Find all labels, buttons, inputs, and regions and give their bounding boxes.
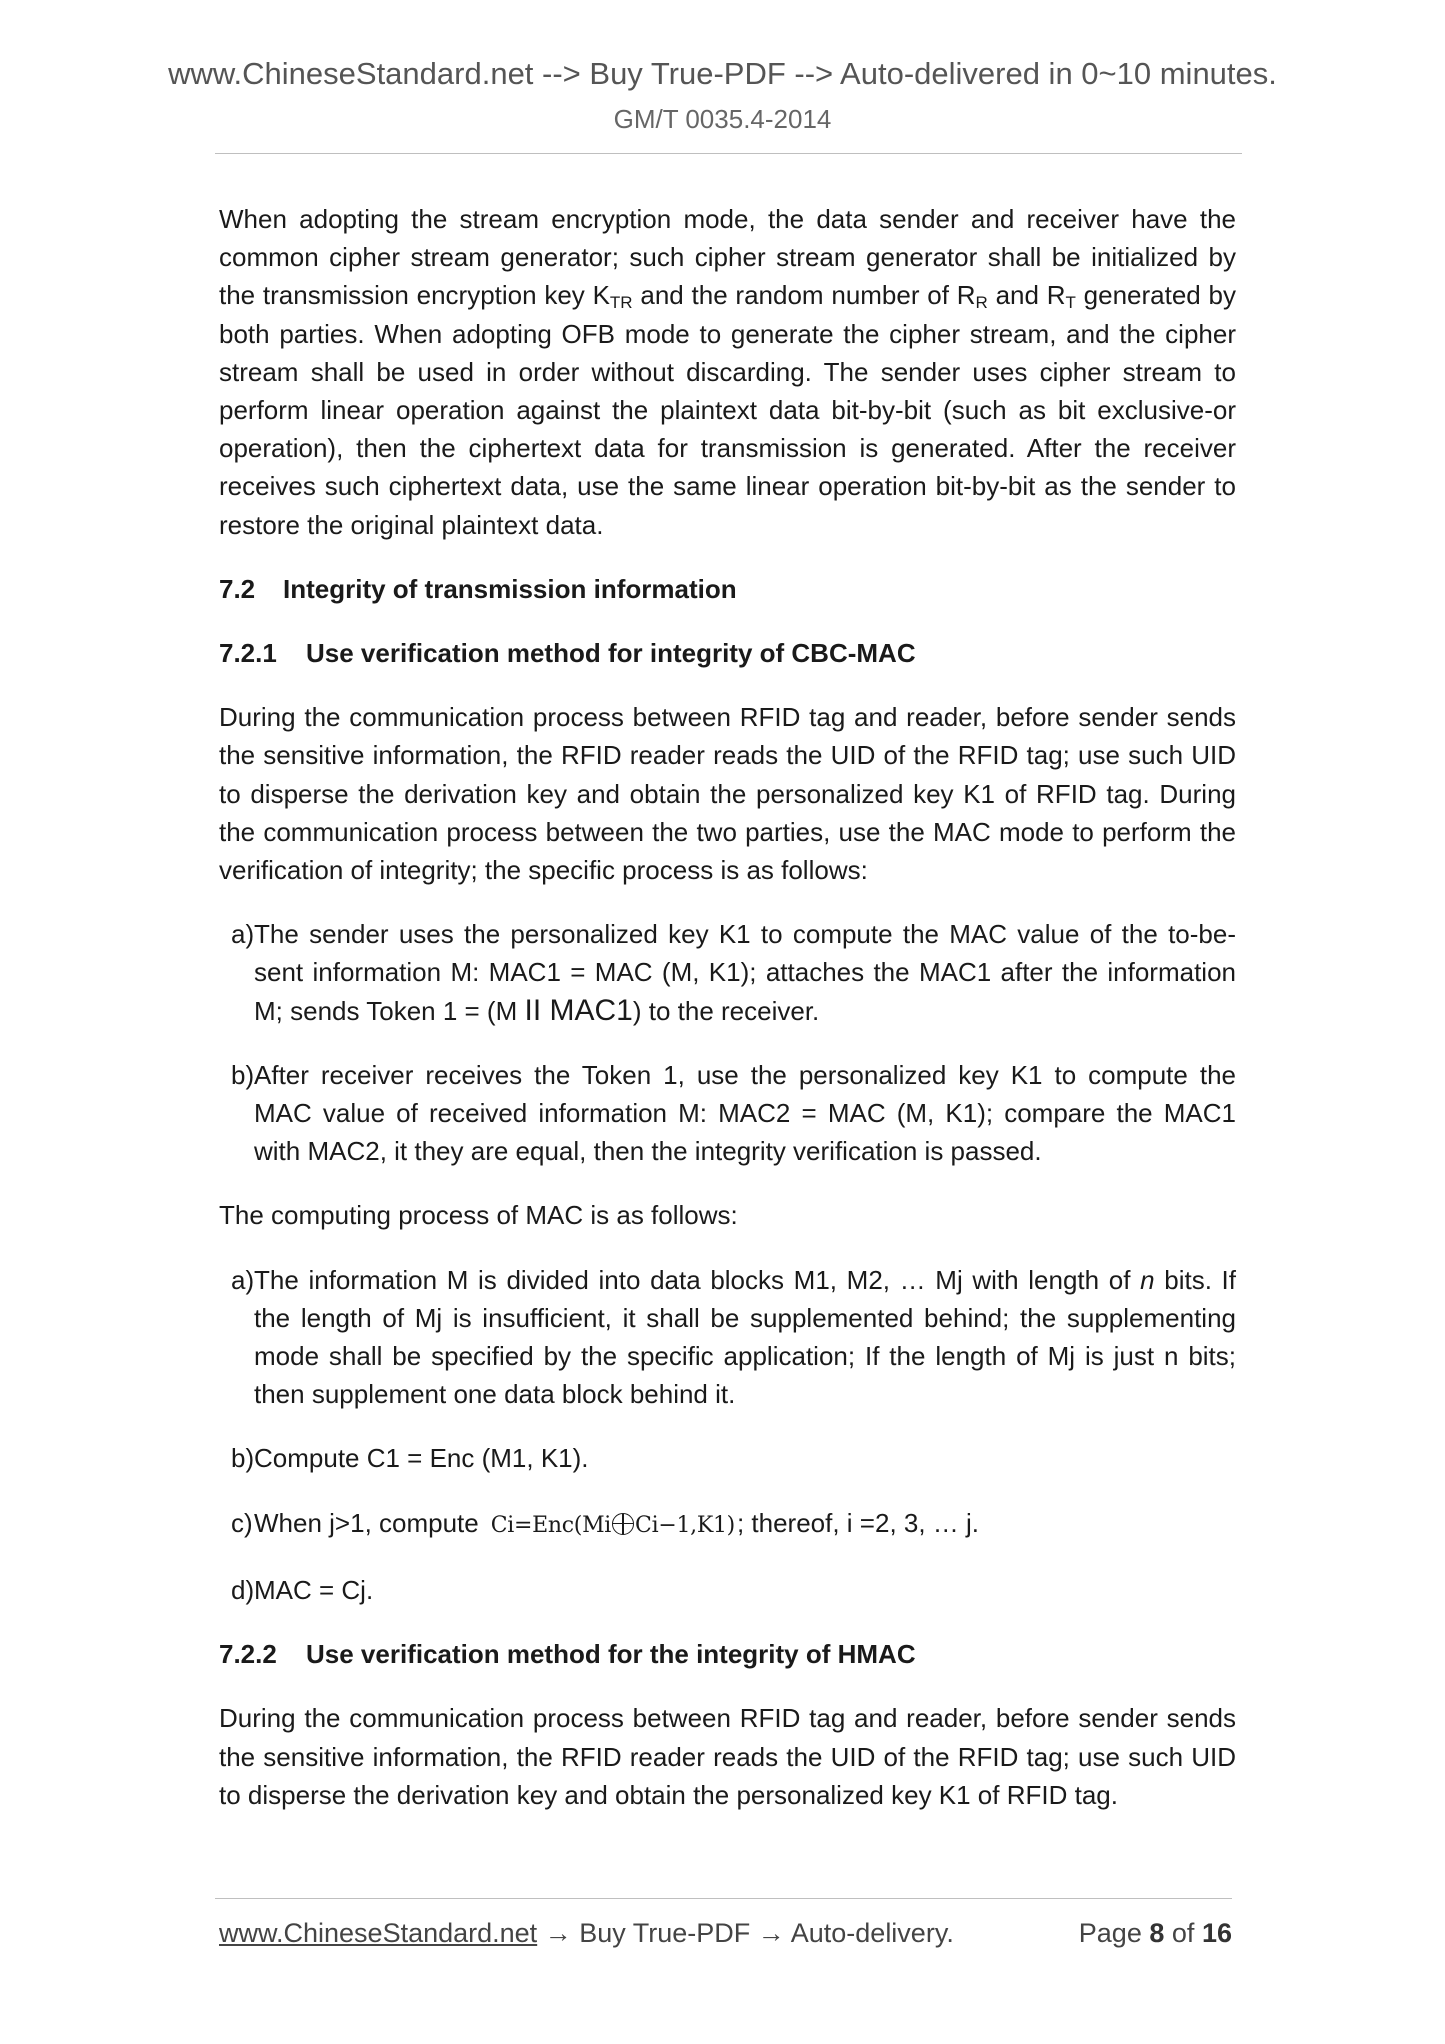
footer: [219, 1918, 1232, 1949]
footer-divider: [215, 1898, 1232, 1899]
intro-text-2: and the random number of R: [632, 280, 976, 311]
intro-text-1: When adopting the stream encryption mode, the data sender and receiver have the common cipher stream generator; such cipher stream generator shall be initialized by the transmission encryption key K: [219, 204, 1236, 311]
page-total: 16: [1201, 1918, 1232, 1948]
list-marker: b): [231, 1059, 255, 1090]
intro-text-3: and R: [987, 280, 1066, 311]
section-title: Integrity of transmission information: [283, 573, 737, 604]
computing-item-a: [219, 1261, 1236, 1414]
cbc-mac-paragraph: During the communication process between RFID tag and reader, before sender sends the sensitive information, the RFID reader reads the UID of the RFID tag; use such UID to disperse the derivation key and obtain the personalized key K1 of RFID tag. During the communication process between the two parties, use the MAC mode to perform the verification of integrity; the specific process is as follows:: [219, 702, 1236, 886]
page-content: [219, 200, 1236, 1814]
standard-id: GM/T 0035.4-2014: [613, 104, 832, 134]
page-indicator: [1079, 1918, 1232, 1949]
footer-left: [219, 1918, 954, 1948]
of-label: of: [1171, 1918, 1195, 1948]
list-marker: d): [231, 1574, 255, 1605]
footer-tagline: → Buy True-PDF → Auto-delivery.: [537, 1918, 954, 1948]
list-text: Compute C1 = Enc (M1, K1).: [254, 1443, 589, 1474]
section-heading-7-2-2: [219, 1635, 1236, 1673]
italic-n: n: [1140, 1264, 1155, 1295]
section-title: Use verification method for integrity of CBC-MAC: [306, 638, 916, 669]
section-heading-7-2-1: [219, 634, 1236, 672]
footer-site-link[interactable]: www.ChineseStandard.net: [219, 1918, 538, 1948]
list-item-b: [219, 1056, 1236, 1171]
list-text: ; thereof, i =2, 3, … j.: [736, 1507, 980, 1538]
page-number: 8: [1149, 1918, 1165, 1948]
hmac-paragraph: During the communication process between RFID tag and reader, before sender sends the sensitive information, the RFID reader reads the UID of the RFID tag; use such UID to disperse the derivation key and obtain the personalized key K1 of RFID tag.: [219, 1703, 1236, 1810]
subscript-tr: TR: [609, 293, 633, 313]
list-text: After receiver receives the Token 1, use the personalized key K1 to compute the MAC value of received information M: MAC2 = MAC (M, K1); compare the MAC1 with MAC2, it they are equal, then the integrity verification is passed.: [254, 1059, 1236, 1167]
formula-left: Ci=Enc(Mi: [490, 1512, 612, 1538]
formula: [491, 1507, 735, 1545]
list-marker: b): [231, 1443, 255, 1474]
header-banner: www.ChineseStandard.net --> Buy True-PDF --> Auto-delivered in 0~10 minutes.: [168, 56, 1277, 91]
section-title: Use verification method for the integrity of HMAC: [306, 1639, 916, 1670]
subscript-r: R: [975, 293, 988, 313]
formula-right: Ci−1,K1): [635, 1512, 735, 1538]
computing-item-b: [219, 1439, 1236, 1477]
list-text: bits. If the length of Mj is insufficient, it shall be supplemented behind; the supplementing mode shall be specified by the specific application; If the length of Mj is just n bits; then supplement one data block behind it.: [254, 1264, 1237, 1410]
page-label: Page: [1078, 1918, 1142, 1948]
list-text: The sender uses the personalized key K1 to compute the MAC value of the to-be-sent information M: MAC1 = MAC (M, K1); attaches the MAC1 after the information M; sends Token 1 = (M: [254, 919, 1236, 1026]
section-number: 7.2.2: [219, 1639, 277, 1670]
computing-item-d: [219, 1571, 1236, 1609]
section-heading-7-2: [219, 570, 1236, 608]
section-number: 7.2: [219, 573, 256, 604]
list-marker: a): [231, 1264, 255, 1295]
computing-item-c: [219, 1504, 1236, 1545]
list-marker: c): [231, 1507, 253, 1538]
header-divider: [215, 153, 1242, 154]
computing-intro: The computing process of MAC is as follows:: [219, 1200, 738, 1231]
intro-text-4: generated by both parties. When adopting OFB mode to generate the cipher stream, and the cipher stream shall be used in order without discarding. The sender uses cipher stream to perform linear operation against the plaintext data bit-by-bit (such as bit exclusive-or operation), then the ciphertext data for transmission is generated. After the receiver receives such ciphertext data, use the same linear operation bit-by-bit as the sender to restore the original plaintext data.: [219, 280, 1236, 540]
subscript-t: T: [1065, 293, 1076, 313]
list-text: The information M is divided into data blocks M1, M2, … Mj with length of: [254, 1264, 1141, 1295]
intro-paragraph: [219, 200, 1236, 544]
list-text: ) to the receiver.: [632, 995, 820, 1026]
list-text: MAC = Cj.: [254, 1574, 374, 1605]
xor-icon: [612, 1513, 634, 1535]
list-item-a: [219, 915, 1236, 1030]
token-concat: II MAC1: [524, 993, 633, 1027]
section-number: 7.2.1: [219, 638, 277, 669]
list-marker: a): [231, 919, 255, 950]
list-text: When j>1, compute: [254, 1507, 479, 1538]
